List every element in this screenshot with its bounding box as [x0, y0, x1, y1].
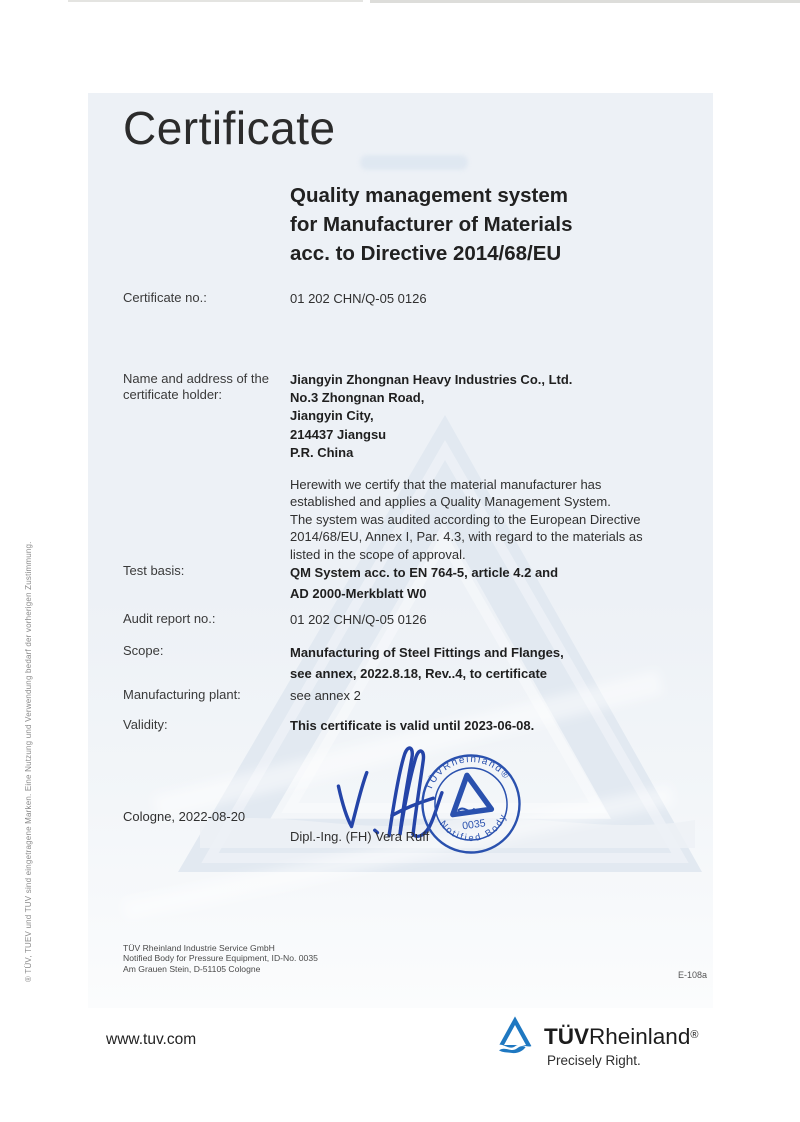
subtitle-line: Quality management system [290, 184, 568, 207]
test-basis-label: Test basis: [123, 563, 185, 578]
form-code: E-108a [678, 970, 708, 980]
validity-value: This certificate is valid until 2023-06-08. [290, 718, 535, 733]
issuer-line: TÜV Rheinland Industrie Service GmbH [123, 943, 275, 953]
certificate-sheet [88, 93, 713, 1008]
stamp-ring-bottom-text: Notified Body [437, 811, 510, 845]
brand-tuv: TÜV [544, 1024, 589, 1049]
holder-label-line: certificate holder: [123, 386, 222, 402]
certificate-no-label: Certificate no.: [123, 290, 207, 305]
statement-line: 2014/68/EU, Annex I, Par. 4.3, with regard to the materials as [290, 529, 643, 545]
plant-value: see annex 2 [290, 688, 361, 703]
subtitle-line: for Manufacturer of Materials [290, 213, 573, 236]
scan-edge-artifact [370, 0, 800, 3]
scan-smudge [360, 155, 468, 170]
scope-label: Scope: [123, 643, 164, 658]
brand-tagline: Precisely Right. [547, 1053, 641, 1068]
test-basis-line: QM System acc. to EN 764-5, article 4.2 and [290, 565, 559, 580]
holder-line: Jiangyin Zhongnan Heavy Industries Co., Ltd. [290, 372, 573, 387]
stamp-ring-top-text: TÜVRheinland® [423, 753, 513, 792]
place-date: Cologne, 2022-08-20 [123, 809, 246, 824]
brand-rheinland: Rheinland [589, 1024, 691, 1049]
subtitle-line: acc. to Directive 2014/68/EU [290, 242, 562, 265]
holder-line: Jiangyin City, [290, 408, 374, 424]
holder-line: P.R. China [290, 444, 354, 460]
certificate-subtitle [290, 181, 573, 268]
tuv-rheinland-logo-icon [495, 1015, 535, 1057]
certification-statement [290, 476, 643, 563]
certificate-title: Certificate [123, 102, 336, 154]
scan-edge-artifact [68, 0, 363, 2]
statement-line: listed in the scope of approval. [290, 546, 466, 562]
registered-mark-icon: ® [690, 1029, 699, 1041]
stamp-number: 0035 [461, 817, 487, 833]
holder-line: 214437 Jiangsu [290, 426, 387, 442]
trademark-side-note: ® TÜV, TUEV und TUV sind eingetragene Marken. Eine Nutzung und Verwendung bedarf der vorherigen Zustimmung. [24, 541, 33, 982]
signer-name: Dipl.-Ing. (FH) Vera Ruff [290, 829, 430, 844]
holder-label-line: Name and address of the [123, 371, 269, 386]
statement-line: Herewith we certify that the material manufacturer has [290, 477, 602, 492]
scope-line: Manufacturing of Steel Fittings and Flanges, [290, 645, 564, 660]
statement-line: The system was audited according to the European Directive [290, 511, 641, 527]
statement-line: established and applies a Quality Management System. [290, 494, 611, 510]
validity-label: Validity: [123, 717, 168, 732]
issuer-footer [123, 943, 318, 974]
audit-report-label: Audit report no.: [123, 611, 216, 626]
audit-report-value: 01 202 CHN/Q-05 0126 [290, 612, 427, 627]
plant-label: Manufacturing plant: [123, 687, 241, 702]
holder-label [123, 371, 269, 402]
test-basis-line: AD 2000-Merkblatt W0 [290, 585, 427, 601]
holder-line: No.3 Zhongnan Road, [290, 390, 425, 406]
holder-value [290, 371, 572, 462]
issuer-line: Notified Body for Pressure Equipment, ID-No. 0035 [123, 953, 318, 964]
website-url: www.tuv.com [106, 1031, 197, 1048]
issuer-line: Am Grauen Stein, D-51105 Cologne [123, 963, 261, 974]
certificate-no-value: 01 202 CHN/Q-05 0126 [290, 291, 427, 306]
scope-line: see annex, 2022.8.18, Rev..4, to certificate [290, 665, 548, 681]
notified-body-stamp [412, 745, 529, 862]
test-basis-value [290, 563, 558, 604]
scope-value [290, 643, 564, 684]
brand-wordmark [544, 1024, 698, 1050]
